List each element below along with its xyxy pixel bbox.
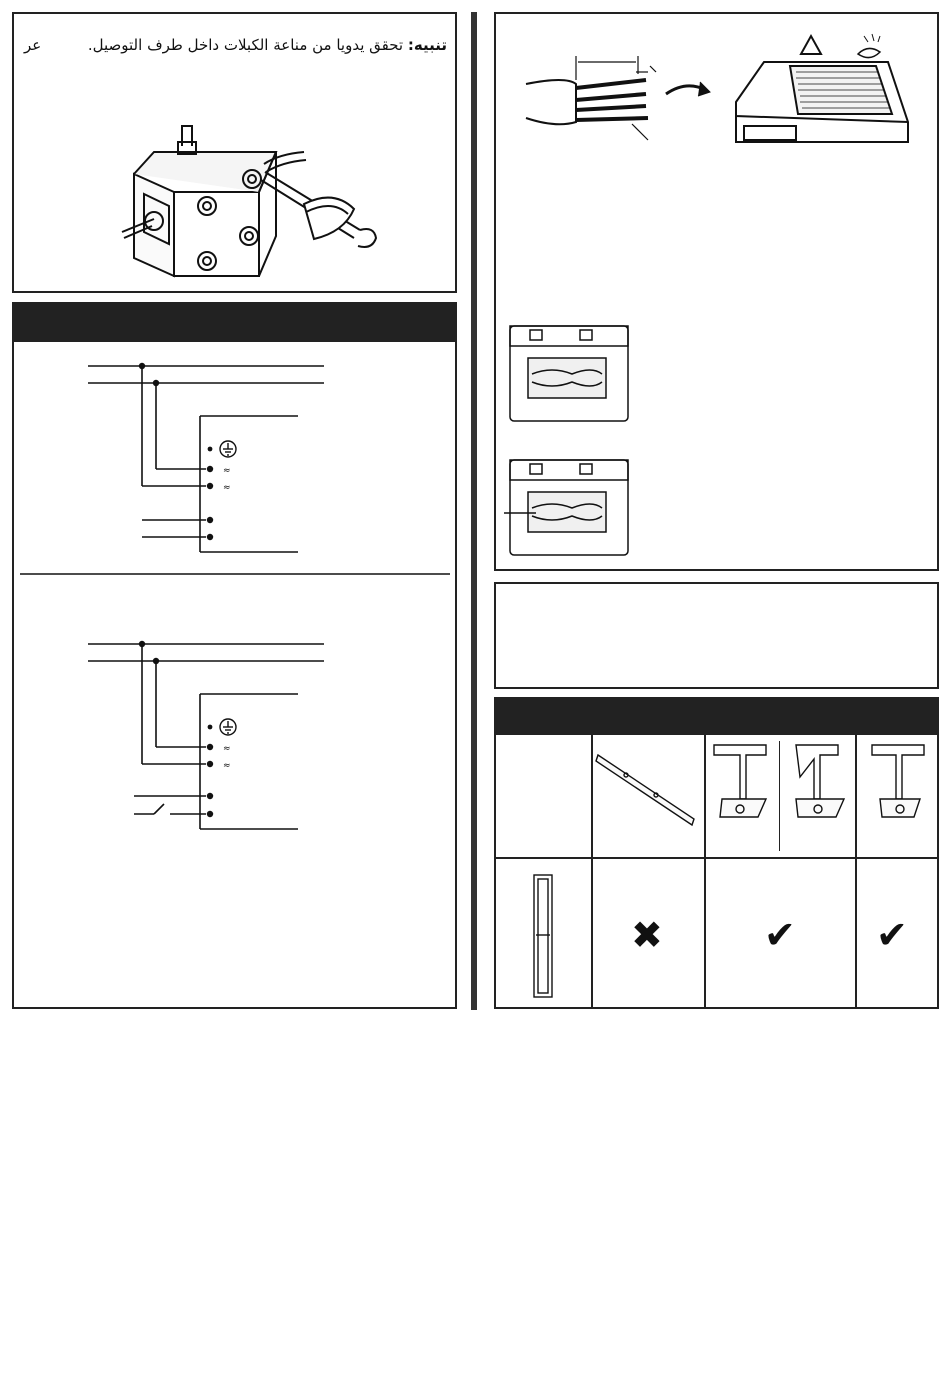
warning-label: تنبيه: <box>407 36 447 54</box>
compatibility-table <box>494 697 939 1009</box>
column-separator <box>471 12 477 1010</box>
compat-cross-icon: ✖ <box>631 913 663 957</box>
cable-prep-illustrations <box>496 14 937 569</box>
compat-check-icon: ✔ <box>764 913 796 957</box>
language-tag: عر <box>24 36 42 54</box>
terminal-block-2 <box>504 460 628 555</box>
svg-text:≈: ≈ <box>223 466 231 476</box>
terminal-marks <box>223 466 231 771</box>
junction-dots <box>139 363 213 817</box>
wiring-diagrams <box>14 304 455 1007</box>
svg-text:≈: ≈ <box>223 483 231 493</box>
note-panel <box>494 582 939 689</box>
cable-prep-panel <box>494 12 939 571</box>
wiring-panel <box>12 302 457 1009</box>
warning-body: تحقق يدويا من مناعة الكبلات داخل طرف التوصيل. <box>87 36 404 54</box>
warning-panel <box>12 12 457 293</box>
svg-text:≈: ≈ <box>223 744 231 754</box>
mount-illustrations <box>496 699 937 1007</box>
junction-box-illustration <box>14 14 455 291</box>
svg-text:≈: ≈ <box>223 761 231 771</box>
compat-check-icon: ✔ <box>876 913 908 957</box>
terminal-block-1 <box>510 326 628 421</box>
